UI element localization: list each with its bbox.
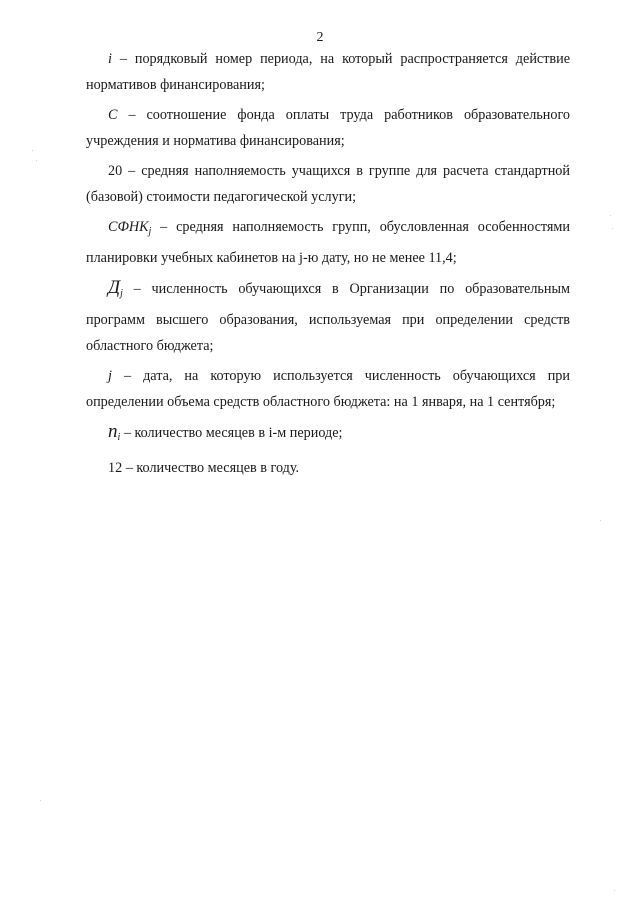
- symbol-20: 20: [108, 163, 123, 179]
- definition-12: [86, 455, 570, 481]
- scan-speck: [600, 520, 601, 521]
- scan-speck: [32, 150, 33, 151]
- page-number: 2: [316, 30, 324, 45]
- scan-speck: [614, 890, 615, 891]
- definition-text: – соотношение фонда оплаты труда работников образовательного учреждения и норматива финансирования;: [86, 107, 570, 149]
- definition-sfnk: [86, 214, 570, 271]
- symbol-subscript: i: [117, 432, 121, 443]
- symbol-subscript: j: [120, 288, 123, 299]
- symbol-main: Д: [108, 277, 121, 298]
- symbol-n: [108, 421, 120, 442]
- symbol-sfnk: [108, 219, 151, 235]
- symbol-d: [108, 277, 123, 298]
- scan-speck: [40, 800, 41, 801]
- symbol-main: n: [108, 421, 118, 442]
- definition-n: [86, 419, 570, 451]
- symbol-main: СФНК: [108, 219, 149, 235]
- definition-text: – количество месяцев в году.: [122, 460, 300, 476]
- definition-text: – порядковый номер периода, на который распространяется действие нормативов финансирования;: [86, 51, 570, 93]
- scan-speck: [610, 215, 611, 216]
- definition-i: [86, 46, 570, 98]
- symbol-i: i: [108, 51, 112, 67]
- scan-speck: [612, 228, 613, 229]
- symbol-j: j: [108, 368, 112, 384]
- definition-text: – средняя наполняемость учащихся в группе для расчета стандартной (базовой) стоимости педагогической услуги;: [86, 163, 570, 205]
- scan-speck: [36, 160, 37, 161]
- definition-text: – численность обучающихся в Организации по образовательным программ высшего образования, используемая при определении средств областного бюджета;: [86, 281, 570, 354]
- definition-c: [86, 102, 570, 154]
- symbol-12: 12: [108, 460, 123, 476]
- definition-20: [86, 158, 570, 210]
- definition-text: – дата, на которую используется численность обучающихся при определении объема средств областного бюджета: на 1 января, на 1 сентября;: [86, 368, 570, 410]
- definition-text: – средняя наполняемость групп, обусловленная особенностями планировки учебных кабинетов на j-ю дату, но не менее 11,4;: [86, 219, 570, 266]
- symbol-subscript: j: [148, 226, 152, 237]
- definition-text: – количество месяцев в i-м периоде;: [120, 425, 343, 441]
- symbol-c: C: [108, 107, 118, 123]
- definition-d: [86, 275, 570, 359]
- definition-j: [86, 363, 570, 415]
- definitions-list: [86, 46, 570, 485]
